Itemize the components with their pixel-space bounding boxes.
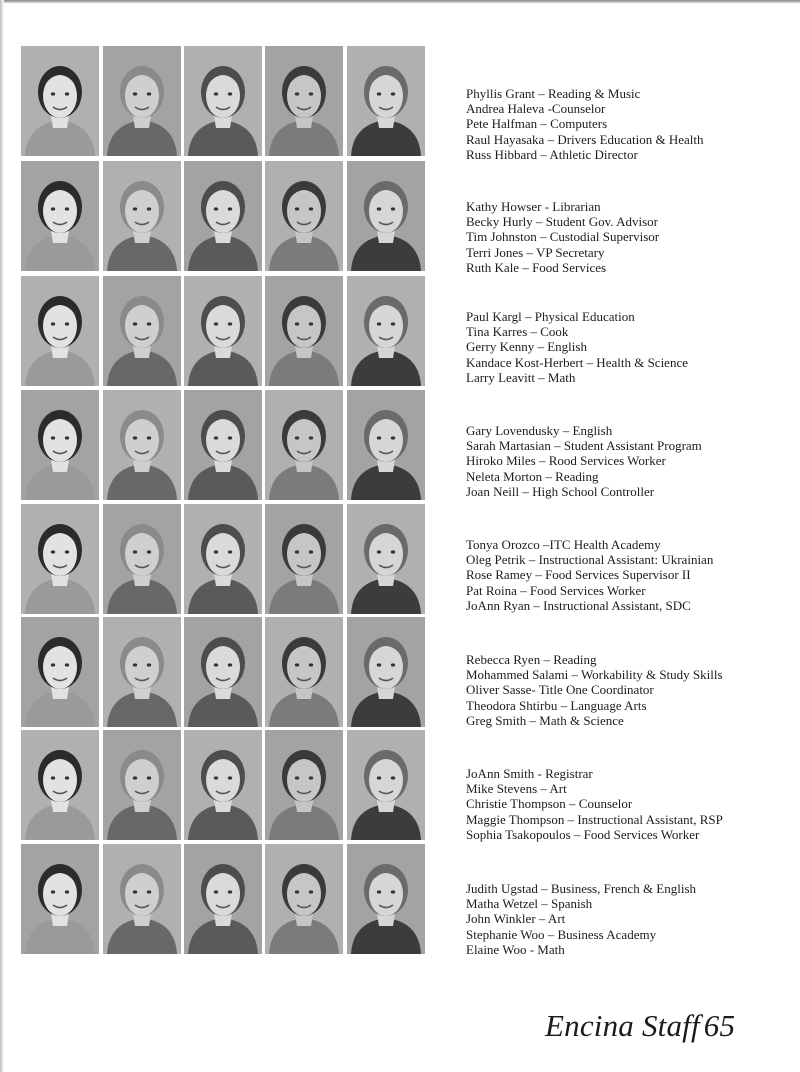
person-portrait-icon — [103, 46, 181, 156]
person-portrait-icon — [347, 730, 425, 840]
person-portrait-icon — [103, 844, 181, 954]
staff-name-entry: Pete Halfman – Computers — [466, 116, 608, 132]
person-portrait-icon — [21, 161, 99, 271]
staff-name-entry: Matha Wetzel – Spanish — [466, 896, 593, 912]
staff-name-entry: Gerry Kenny – English — [466, 339, 587, 355]
staff-name-entry: Neleta Morton – Reading — [466, 468, 599, 484]
staff-photo — [184, 730, 262, 840]
staff-name-list — [466, 766, 796, 842]
person-portrait-icon — [103, 730, 181, 840]
staff-photo — [103, 46, 181, 156]
staff-photo — [184, 276, 262, 386]
staff-photo — [265, 161, 343, 271]
person-portrait-icon — [184, 617, 262, 727]
staff-photo — [184, 617, 262, 727]
staff-photo — [21, 504, 99, 614]
person-portrait-icon — [103, 276, 181, 386]
staff-photo — [184, 46, 262, 156]
person-portrait-icon — [103, 617, 181, 727]
staff-photo — [347, 390, 425, 500]
person-portrait-icon — [265, 617, 343, 727]
person-portrait-icon — [103, 390, 181, 500]
person-portrait-icon — [21, 504, 99, 614]
staff-name-entry: Paul Kargl – Physical Education — [466, 309, 635, 324]
person-portrait-icon — [347, 276, 425, 386]
staff-photo — [184, 844, 262, 954]
person-portrait-icon — [347, 844, 425, 954]
staff-photo — [265, 276, 343, 386]
staff-name-entry: Mike Stevens – Art — [466, 781, 567, 797]
staff-name-list — [466, 309, 796, 385]
staff-name-entry: Sarah Martasian – Student Assistant Program — [466, 438, 702, 454]
staff-photo — [265, 617, 343, 727]
staff-name-entry: Tonya Orozco –ITC Health Academy — [466, 537, 661, 552]
staff-name-entry: Maggie Thompson – Instructional Assistant, RSP — [466, 811, 723, 827]
staff-photo — [347, 617, 425, 727]
staff-name-entry: Mohammed Salami – Workability & Study Skills — [466, 667, 723, 683]
staff-photo — [184, 390, 262, 500]
staff-photo — [184, 504, 262, 614]
person-portrait-icon — [184, 161, 262, 271]
person-portrait-icon — [21, 46, 99, 156]
staff-name-list — [466, 652, 796, 728]
staff-name-list — [466, 537, 796, 613]
staff-name-entry: Hiroko Miles – Rood Services Worker — [466, 453, 666, 469]
staff-name-entry: Pat Roina – Food Services Worker — [466, 582, 646, 598]
staff-name-entry: Joan Neill – High School Controller — [466, 483, 655, 499]
staff-name-entry: JoAnn Smith - Registrar — [466, 766, 593, 781]
footer-title: Encina Staff — [545, 1008, 700, 1043]
person-portrait-icon — [184, 504, 262, 614]
staff-photo — [21, 730, 99, 840]
staff-name-entry: Sophia Tsakopoulos – Food Services Worker — [466, 826, 700, 842]
staff-photo — [347, 276, 425, 386]
staff-name-list — [466, 423, 796, 499]
staff-photo — [103, 730, 181, 840]
staff-photo — [103, 276, 181, 386]
staff-name-entry: Tina Karres – Cook — [466, 324, 569, 340]
staff-photo — [265, 46, 343, 156]
person-portrait-icon — [265, 46, 343, 156]
staff-photo — [347, 730, 425, 840]
person-portrait-icon — [265, 276, 343, 386]
staff-name-entry: Oleg Petrik – Instructional Assistant: Ukrainian — [466, 552, 714, 568]
staff-name-entry: Terri Jones – VP Secretary — [466, 244, 605, 260]
person-portrait-icon — [265, 730, 343, 840]
staff-name-entry: Phyllis Grant – Reading & Music — [466, 86, 641, 101]
staff-photo — [103, 617, 181, 727]
staff-name-entry: JoAnn Ryan – Instructional Assistant, SDC — [466, 597, 691, 613]
staff-photo — [21, 617, 99, 727]
staff-photo — [103, 390, 181, 500]
staff-name-entry: Judith Ugstad – Business, French & English — [466, 881, 697, 896]
staff-name-entry: Kathy Howser - Librarian — [466, 199, 601, 214]
staff-name-list — [466, 86, 796, 162]
person-portrait-icon — [347, 504, 425, 614]
staff-name-entry: Andrea Haleva -Counselor — [466, 101, 606, 117]
person-portrait-icon — [265, 161, 343, 271]
staff-photo — [21, 46, 99, 156]
person-portrait-icon — [347, 390, 425, 500]
staff-photo — [347, 504, 425, 614]
staff-photo — [265, 504, 343, 614]
staff-photo — [103, 504, 181, 614]
staff-name-entry: Greg Smith – Math & Science — [466, 712, 624, 728]
person-portrait-icon — [21, 390, 99, 500]
staff-name-entry: John Winkler – Art — [466, 911, 566, 927]
person-portrait-icon — [184, 730, 262, 840]
staff-photo — [265, 730, 343, 840]
staff-name-entry: Elaine Woo - Math — [466, 941, 565, 957]
page-footer — [545, 1008, 785, 1044]
person-portrait-icon — [103, 504, 181, 614]
staff-name-entry: Russ Hibbard – Athletic Director — [466, 146, 638, 162]
person-portrait-icon — [184, 844, 262, 954]
staff-photo — [184, 161, 262, 271]
staff-name-entry: Kandace Kost-Herbert – Health & Science — [466, 354, 688, 370]
person-portrait-icon — [347, 46, 425, 156]
person-portrait-icon — [347, 617, 425, 727]
staff-name-entry: Raul Hayasaka – Drivers Education & Health — [466, 131, 704, 147]
staff-name-entry: Tim Johnston – Custodial Supervisor — [466, 229, 660, 245]
staff-photo — [21, 844, 99, 954]
staff-name-list — [466, 199, 796, 275]
staff-photo — [265, 390, 343, 500]
staff-name-entry: Rose Ramey – Food Services Supervisor II — [466, 567, 691, 583]
staff-name-entry: Theodora Shtirbu – Language Arts — [466, 697, 647, 713]
staff-name-entry: Rebecca Ryen – Reading — [466, 652, 597, 667]
staff-photo — [103, 844, 181, 954]
staff-name-entry: Oliver Sasse- Title One Coordinator — [466, 682, 654, 698]
person-portrait-icon — [21, 617, 99, 727]
staff-photo — [21, 161, 99, 271]
staff-photo — [21, 390, 99, 500]
staff-name-entry: Ruth Kale – Food Services — [466, 259, 607, 275]
person-portrait-icon — [265, 844, 343, 954]
person-portrait-icon — [184, 276, 262, 386]
person-portrait-icon — [21, 730, 99, 840]
person-portrait-icon — [184, 46, 262, 156]
page-number: 65 — [703, 1008, 736, 1043]
person-portrait-icon — [265, 504, 343, 614]
staff-photo — [347, 161, 425, 271]
staff-name-entry: Christie Thompson – Counselor — [466, 796, 633, 812]
person-portrait-icon — [184, 390, 262, 500]
staff-photo — [347, 844, 425, 954]
person-portrait-icon — [265, 390, 343, 500]
staff-photo — [265, 844, 343, 954]
staff-photo — [21, 276, 99, 386]
staff-name-entry: Becky Hurly – Student Gov. Advisor — [466, 214, 658, 230]
staff-photo — [347, 46, 425, 156]
person-portrait-icon — [103, 161, 181, 271]
staff-photo — [103, 161, 181, 271]
person-portrait-icon — [21, 276, 99, 386]
person-portrait-icon — [21, 844, 99, 954]
person-portrait-icon — [347, 161, 425, 271]
staff-name-entry: Stephanie Woo – Business Academy — [466, 926, 657, 942]
staff-name-list — [466, 881, 796, 957]
staff-name-entry: Larry Leavitt – Math — [466, 369, 576, 385]
staff-name-entry: Gary Lovendusky – English — [466, 423, 613, 438]
